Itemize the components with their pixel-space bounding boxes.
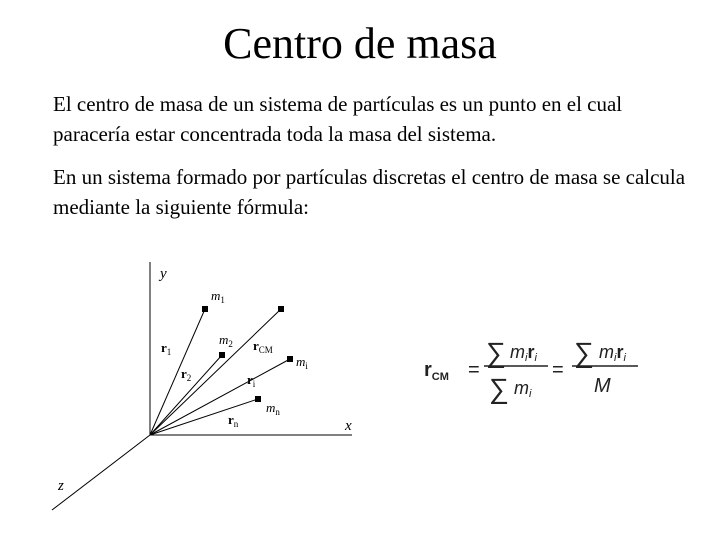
formula-equals-2: = <box>552 359 564 381</box>
formula-num-2: miri <box>599 342 626 364</box>
formula-lhs: $r_{CM}$ <box>424 359 449 383</box>
mass-label-mi: $m_i$ <box>296 354 308 371</box>
formula-den-2: M <box>594 375 611 397</box>
axis-x-label: x <box>345 418 352 434</box>
axis-y-label: y <box>160 266 167 282</box>
formula-sum-num-1: ∑ <box>486 337 506 368</box>
vector-label-ri: $r_i$ <box>247 372 256 389</box>
formula-num-1: miri <box>510 342 537 364</box>
formula-den-1: mi <box>514 378 532 400</box>
formula-sum-den-1: ∑ <box>489 373 509 404</box>
vector-label-r2: $r_2$ <box>181 366 192 383</box>
vector-label-rcm: $r_{CM}$ <box>253 338 273 355</box>
vector-label-r1: $r_1$ <box>161 340 172 357</box>
paragraph-formula-intro: En un sistema formado por partículas discretas el centro de masa se calcula mediante la siguiente fórmula: <box>53 165 686 219</box>
formula-sum-num-2: ∑ <box>574 337 594 368</box>
vector-label-rn: $r_n$ <box>228 412 239 429</box>
slide-title: Centro de masa <box>223 19 497 68</box>
mass-label-m1: $m_1$ <box>211 288 225 305</box>
mass-label-m2: $m_2$ <box>219 332 233 349</box>
mass-label-mn: $m_n$ <box>266 400 280 417</box>
axis-z-label: z <box>58 478 64 494</box>
paragraph-definition: El centro de masa de un sistema de partículas es un punto en el cual paracería estar concentrada toda la masa del sistema. <box>53 92 623 146</box>
formula-equals-1: = <box>468 359 480 381</box>
